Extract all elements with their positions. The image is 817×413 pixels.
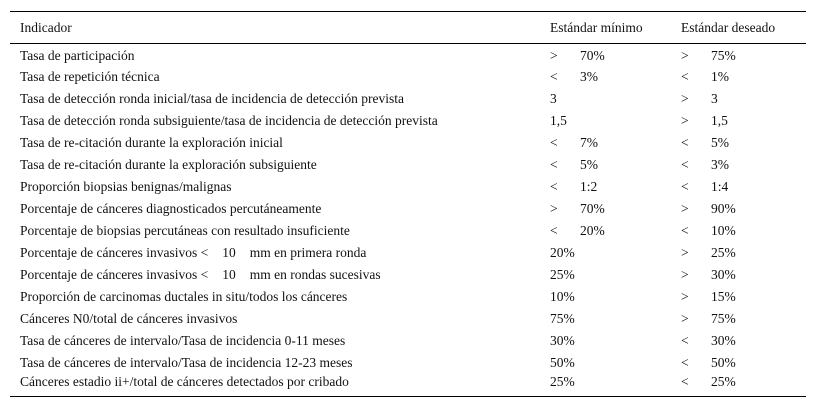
indicator-cell: Cánceres estadio ii+/total de cánceres detectados por cribado: [20, 373, 349, 389]
desired-standard-value: 3: [711, 90, 718, 106]
table-row: [10, 132, 806, 154]
table-row: [10, 176, 806, 198]
table-row: [10, 352, 806, 374]
indicator-size-value: 10: [222, 266, 236, 282]
desired-standard-cell: [671, 374, 806, 397]
table-row: [10, 264, 806, 286]
indicator-cell: Tasa de cánceres de intervalo/Tasa de incidencia 12-23 meses: [20, 354, 353, 370]
min-standard-cell: [540, 352, 671, 374]
indicator-cell: Tasa de cánceres de intervalo/Tasa de incidencia 0-11 meses: [20, 332, 346, 348]
desired-standard-operator: <: [681, 178, 689, 194]
desired-standard-operator: >: [681, 244, 689, 260]
desired-standard-cell: [671, 198, 806, 220]
indicator-cell: Cánceres N0/total de cánceres invasivos: [20, 310, 238, 326]
indicator-cell: Tasa de repetición técnica: [20, 68, 160, 84]
min-standard-cell: [540, 88, 671, 110]
min-standard-cell: [540, 220, 671, 242]
table-row: [10, 44, 806, 66]
indicator-cell: Tasa de re-citación durante la exploración inicial: [20, 134, 283, 150]
min-standard-cell: [540, 242, 671, 264]
desired-standard-operator: <: [681, 156, 689, 172]
desired-standard-cell: [671, 330, 806, 352]
desired-standard-cell: [671, 176, 806, 198]
desired-standard-cell: [671, 154, 806, 176]
min-standard-cell: [540, 110, 671, 132]
min-standard-value: 25%: [550, 373, 575, 389]
min-standard-value: 20%: [580, 222, 605, 238]
desired-standard-value: 30%: [711, 266, 736, 282]
header-indicator: Indicador: [20, 19, 72, 35]
min-standard-value: 7%: [580, 134, 598, 150]
desired-standard-operator: <: [681, 332, 689, 348]
table-row: [10, 374, 806, 397]
min-standard-cell: [540, 132, 671, 154]
desired-standard-operator: <: [681, 68, 689, 84]
min-standard-cell: [540, 198, 671, 220]
min-standard-value: 1,5: [550, 112, 567, 128]
desired-standard-cell: [671, 286, 806, 308]
table-row: [10, 66, 806, 88]
indicator-cell: [10, 242, 540, 264]
indicator-cell: Porcentaje de cánceres diagnosticados percutáneamente: [20, 200, 322, 216]
desired-standard-operator: <: [681, 354, 689, 370]
table-row: [10, 308, 806, 330]
indicator-cell: Porcentaje de biopsias percutáneas con resultado insuficiente: [20, 222, 350, 238]
indicator-cell: Tasa de participación: [20, 48, 135, 64]
min-standard-operator: <: [550, 134, 558, 150]
min-standard-cell: [540, 264, 671, 286]
min-standard-cell: [540, 286, 671, 308]
min-standard-value: 5%: [580, 156, 598, 172]
table-header-row: [10, 12, 806, 44]
desired-standard-operator: >: [681, 266, 689, 282]
desired-standard-cell: [671, 264, 806, 286]
indicator-text-post: mm en primera ronda: [249, 244, 367, 260]
min-standard-cell: [540, 330, 671, 352]
indicator-cell: Tasa de detección ronda subsiguiente/tasa de incidencia de detección prevista: [20, 112, 438, 128]
desired-standard-value: 1%: [711, 68, 729, 84]
desired-standard-operator: <: [681, 222, 689, 238]
min-standard-operator: <: [550, 68, 558, 84]
table-row: [10, 286, 806, 308]
desired-standard-value: 90%: [711, 200, 736, 216]
min-standard-cell: [540, 154, 671, 176]
desired-standard-cell: [671, 220, 806, 242]
min-standard-cell: [540, 66, 671, 88]
min-standard-operator: >: [550, 48, 558, 64]
min-standard-operator: <: [550, 178, 558, 194]
desired-standard-value: 1:4: [711, 178, 729, 194]
desired-standard-value: 10%: [711, 222, 736, 238]
desired-standard-operator: >: [681, 90, 689, 106]
min-standard-operator: <: [550, 222, 558, 238]
desired-standard-operator: >: [681, 112, 689, 128]
indicator-cell: Proporción biopsias benignas/malignas: [20, 178, 232, 194]
header-desired-standard: Estándar deseado: [681, 19, 776, 35]
min-standard-value: 1:2: [580, 178, 598, 194]
desired-standard-operator: <: [681, 373, 689, 389]
indicator-cell: Tasa de detección ronda inicial/tasa de incidencia de detección prevista: [20, 90, 404, 106]
table-body: [10, 44, 806, 397]
min-standard-value: 75%: [550, 310, 575, 326]
desired-standard-operator: >: [681, 48, 689, 64]
desired-standard-operator: >: [681, 200, 689, 216]
table-row: [10, 220, 806, 242]
indicator-cell: [10, 264, 540, 286]
min-standard-value: 70%: [580, 200, 605, 216]
table-row: [10, 110, 806, 132]
desired-standard-cell: [671, 44, 806, 66]
min-standard-value: 20%: [550, 244, 575, 260]
indicator-cell: Tasa de re-citación durante la exploración subsiguiente: [20, 156, 317, 172]
desired-standard-value: 15%: [711, 288, 736, 304]
indicator-cell: Proporción de carcinomas ductales in situ/todos los cánceres: [20, 288, 348, 304]
desired-standard-operator: <: [681, 134, 689, 150]
desired-standard-value: 3%: [711, 156, 729, 172]
desired-standard-operator: >: [681, 310, 689, 326]
min-standard-operator: >: [550, 200, 558, 216]
table-row: [10, 330, 806, 352]
table-row: [10, 242, 806, 264]
desired-standard-value: 5%: [711, 134, 729, 150]
min-standard-cell: [540, 44, 671, 66]
indicator-text-pre: Porcentaje de cánceres invasivos <: [20, 244, 209, 260]
min-standard-value: 70%: [580, 48, 605, 64]
desired-standard-value: 25%: [711, 244, 736, 260]
desired-standard-value: 75%: [711, 310, 736, 326]
desired-standard-cell: [671, 308, 806, 330]
indicators-table: [10, 11, 806, 397]
desired-standard-cell: [671, 110, 806, 132]
desired-standard-cell: [671, 88, 806, 110]
desired-standard-value: 30%: [711, 332, 736, 348]
indicators-table-container: [10, 11, 806, 397]
desired-standard-value: 50%: [711, 354, 736, 370]
indicator-text-post: mm en rondas sucesivas: [249, 266, 381, 282]
table-row: [10, 88, 806, 110]
table-row: [10, 198, 806, 220]
table-row: [10, 154, 806, 176]
desired-standard-cell: [671, 132, 806, 154]
min-standard-cell: [540, 308, 671, 330]
indicator-text-pre: Porcentaje de cánceres invasivos <: [20, 266, 209, 282]
desired-standard-value: 25%: [711, 373, 736, 389]
min-standard-value: 10%: [550, 288, 575, 304]
desired-standard-value: 75%: [711, 48, 736, 64]
min-standard-operator: <: [550, 156, 558, 172]
min-standard-value: 50%: [550, 354, 575, 370]
desired-standard-cell: [671, 66, 806, 88]
header-min-standard: Estándar mínimo: [550, 19, 643, 35]
min-standard-value: 30%: [550, 332, 575, 348]
min-standard-cell: [540, 176, 671, 198]
min-standard-value: 25%: [550, 266, 575, 282]
desired-standard-value: 1,5: [711, 112, 728, 128]
min-standard-value: 3%: [580, 68, 598, 84]
desired-standard-cell: [671, 352, 806, 374]
desired-standard-cell: [671, 242, 806, 264]
indicator-size-value: 10: [222, 244, 236, 260]
desired-standard-operator: >: [681, 288, 689, 304]
min-standard-value: 3: [550, 90, 557, 106]
min-standard-cell: [540, 374, 671, 397]
